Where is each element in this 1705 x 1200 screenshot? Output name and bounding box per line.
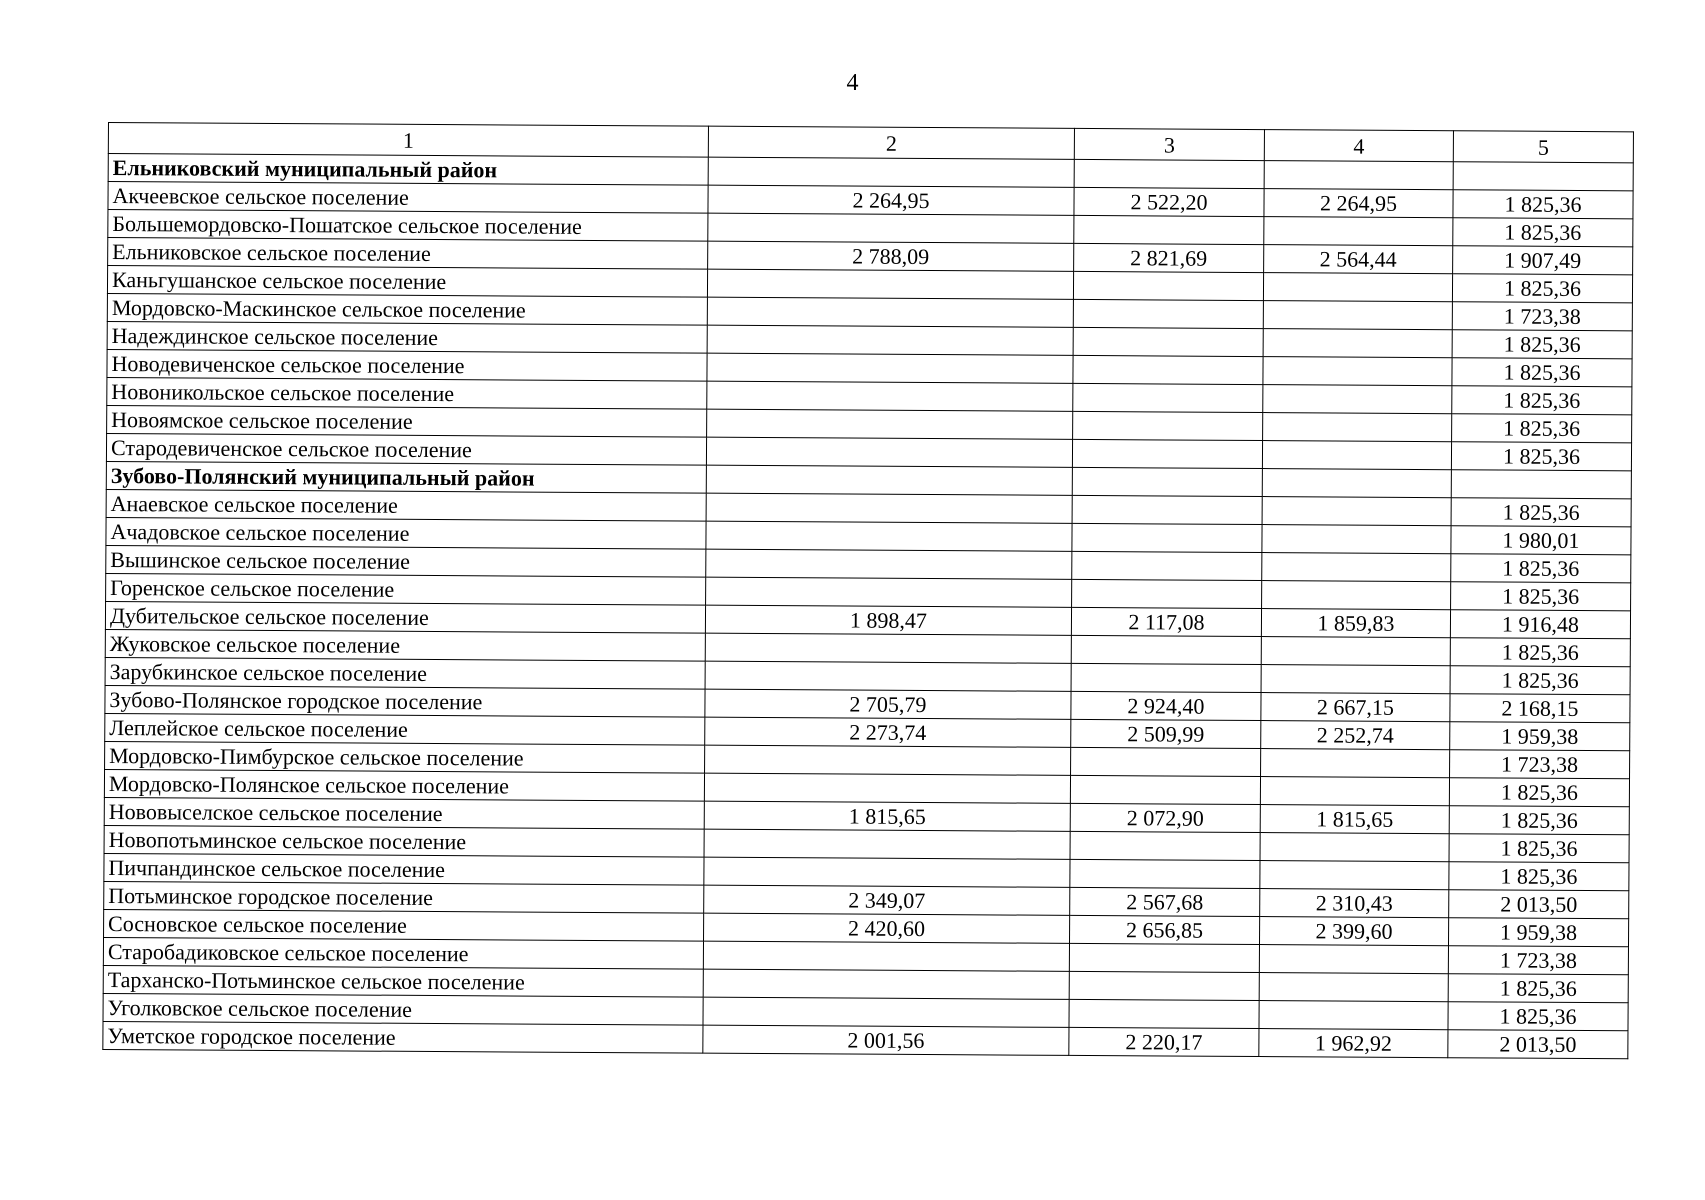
settlement-name-cell: Нововыселское сельское поселение xyxy=(104,797,704,829)
value-cell-c4: 2 564,44 xyxy=(1264,245,1453,274)
value-cell-c2 xyxy=(703,997,1069,1027)
value-cell-c4 xyxy=(1262,469,1451,498)
settlement-name-cell: Жуковское сельское поселение xyxy=(105,629,705,661)
settlement-name-cell: Мордовско-Маскинское сельское поселение xyxy=(107,293,707,325)
value-cell-c2 xyxy=(704,857,1070,887)
value-cell-c3 xyxy=(1071,635,1261,664)
value-cell-c3 xyxy=(1073,327,1263,356)
settlement-name-cell: Мордовско-Полянское сельское поселение xyxy=(104,769,704,801)
value-cell-c5: 1 825,36 xyxy=(1453,218,1633,247)
value-cell-c3 xyxy=(1070,775,1260,804)
value-cell-c2: 2 273,74 xyxy=(705,717,1071,747)
value-cell-c5: 1 825,36 xyxy=(1453,190,1633,219)
value-cell-c4 xyxy=(1259,1001,1448,1030)
value-cell-c3: 2 072,90 xyxy=(1070,803,1260,832)
value-cell-c4 xyxy=(1262,441,1451,470)
page-number: 4 xyxy=(846,70,859,96)
value-cell-c3 xyxy=(1072,467,1262,496)
settlement-name-cell: Тарханско-Потьминское сельское поселение xyxy=(103,965,703,997)
value-cell-c5: 1 825,36 xyxy=(1451,442,1631,471)
value-cell-c4 xyxy=(1261,665,1450,694)
value-cell-c3 xyxy=(1073,299,1263,328)
value-cell-c2 xyxy=(706,549,1072,579)
value-cell-c4: 2 399,60 xyxy=(1259,917,1448,946)
settlement-name-cell: Новоникольское сельское поселение xyxy=(107,377,707,409)
settlement-name-cell: Вышинское сельское поселение xyxy=(106,545,706,577)
settlement-name-cell: Ельниковский муниципальный район xyxy=(108,154,708,186)
value-cell-c5: 1 907,49 xyxy=(1453,246,1633,275)
settlement-name-cell: Горенское сельское поселение xyxy=(106,573,706,605)
value-cell-c2 xyxy=(707,353,1073,383)
value-cell-c5: 1 825,36 xyxy=(1452,274,1632,303)
value-cell-c2: 2 788,09 xyxy=(708,241,1074,271)
value-cell-c5: 1 825,36 xyxy=(1452,414,1632,443)
value-cell-c3 xyxy=(1074,159,1264,188)
value-cell-c2 xyxy=(708,213,1074,243)
value-cell-c3 xyxy=(1073,355,1263,384)
settlement-name-cell: Ачадовское сельское поселение xyxy=(106,517,706,549)
value-cell-c3: 2 567,68 xyxy=(1070,887,1260,916)
value-cell-c5: 1 959,38 xyxy=(1450,722,1630,751)
value-cell-c5: 1 825,36 xyxy=(1449,834,1629,863)
value-cell-c3 xyxy=(1069,943,1259,972)
value-cell-c4: 2 264,95 xyxy=(1264,189,1453,218)
value-cell-c5: 2 013,50 xyxy=(1448,1030,1628,1059)
settlement-name-cell: Сосновское сельское поселение xyxy=(104,909,704,941)
column-header: 4 xyxy=(1264,130,1453,162)
value-cell-c3 xyxy=(1072,495,1262,524)
value-cell-c5: 1 825,36 xyxy=(1450,638,1630,667)
value-cell-c2 xyxy=(704,773,1070,803)
settlement-name-cell: Пичпандинское сельское поселение xyxy=(104,853,704,885)
value-cell-c5: 1 825,36 xyxy=(1451,554,1631,583)
settlement-name-cell: Леплейское сельское поселение xyxy=(105,713,705,745)
value-cell-c3: 2 656,85 xyxy=(1070,915,1260,944)
settlement-name-cell: Каньгушанское сельское поселение xyxy=(107,266,707,298)
settlement-name-cell: Анаевское сельское поселение xyxy=(106,489,706,521)
value-cell-c4 xyxy=(1263,357,1452,386)
value-cell-c3 xyxy=(1069,971,1259,1000)
value-cell-c2 xyxy=(707,325,1073,355)
value-cell-c4 xyxy=(1263,301,1452,330)
settlement-name-cell: Новопотьминское сельское поселение xyxy=(104,825,704,857)
settlement-name-cell: Надеждинское сельское поселение xyxy=(107,321,707,353)
value-cell-c5 xyxy=(1451,470,1631,499)
value-cell-c2 xyxy=(706,493,1072,523)
value-cell-c2 xyxy=(707,409,1073,439)
column-header: 2 xyxy=(708,126,1074,159)
value-cell-c3 xyxy=(1072,551,1262,580)
value-cell-c5: 1 825,36 xyxy=(1450,666,1630,695)
table-body xyxy=(103,123,1634,1059)
value-cell-c5: 2 168,15 xyxy=(1450,694,1630,723)
value-cell-c2: 2 349,07 xyxy=(704,885,1070,915)
value-cell-c3: 2 522,20 xyxy=(1074,187,1264,216)
value-cell-c4: 2 310,43 xyxy=(1260,889,1449,918)
value-cell-c2 xyxy=(706,465,1072,495)
settlement-name-cell: Ельниковское сельское поселение xyxy=(108,238,708,270)
value-cell-c2 xyxy=(706,521,1072,551)
settlement-name-cell: Зубово-Полянское городское поселение xyxy=(105,685,705,717)
value-cell-c5: 1 825,36 xyxy=(1449,806,1629,835)
column-header: 3 xyxy=(1074,128,1264,160)
value-cell-c4 xyxy=(1259,973,1448,1002)
value-cell-c3 xyxy=(1072,579,1262,608)
value-cell-c4 xyxy=(1261,637,1450,666)
settlement-name-cell: Уметское городское поселение xyxy=(103,1021,703,1053)
value-cell-c4: 2 667,15 xyxy=(1261,693,1450,722)
value-cell-c2 xyxy=(706,437,1072,467)
settlement-name-cell: Старобадиковское сельское поселение xyxy=(103,937,703,969)
value-cell-c5: 1 825,36 xyxy=(1449,862,1629,891)
value-cell-c2 xyxy=(705,661,1071,691)
value-cell-c3 xyxy=(1074,215,1264,244)
value-cell-c4 xyxy=(1264,217,1453,246)
value-cell-c5: 1 916,48 xyxy=(1450,610,1630,639)
value-cell-c5: 1 825,36 xyxy=(1451,582,1631,611)
value-cell-c4 xyxy=(1260,777,1449,806)
value-cell-c5: 1 723,38 xyxy=(1452,302,1632,331)
settlement-name-cell: Стародевиченское сельское поселение xyxy=(106,433,706,465)
value-cell-c4 xyxy=(1263,413,1452,442)
value-cell-c3 xyxy=(1069,999,1259,1028)
value-cell-c4 xyxy=(1260,833,1449,862)
value-cell-c3: 2 117,08 xyxy=(1071,607,1261,636)
value-cell-c5: 1 959,38 xyxy=(1448,918,1628,947)
value-cell-c2: 1 898,47 xyxy=(705,605,1071,635)
value-cell-c2: 2 001,56 xyxy=(703,1025,1069,1055)
value-cell-c5: 1 825,36 xyxy=(1452,330,1632,359)
value-cell-c4: 2 252,74 xyxy=(1261,721,1450,750)
settlement-name-cell: Новодевиченское сельское поселение xyxy=(107,349,707,381)
value-cell-c5: 2 013,50 xyxy=(1449,890,1629,919)
settlement-name-cell: Мордовско-Пимбурское сельское поселение xyxy=(105,741,705,773)
value-cell-c4 xyxy=(1262,525,1451,554)
value-cell-c5: 1 723,38 xyxy=(1450,750,1630,779)
value-cell-c3 xyxy=(1073,383,1263,412)
value-cell-c2 xyxy=(707,381,1073,411)
value-cell-c4 xyxy=(1264,161,1453,190)
settlement-name-cell: Акчеевское сельское поселение xyxy=(108,182,708,214)
value-cell-c3 xyxy=(1071,747,1261,776)
value-cell-c3: 2 924,40 xyxy=(1071,691,1261,720)
value-cell-c2 xyxy=(706,577,1072,607)
value-cell-c5: 1 825,36 xyxy=(1452,386,1632,415)
value-cell-c2 xyxy=(705,745,1071,775)
value-cell-c2 xyxy=(703,969,1069,999)
value-cell-c4: 1 962,92 xyxy=(1259,1029,1448,1058)
value-cell-c4: 1 859,83 xyxy=(1261,609,1450,638)
column-header: 1 xyxy=(108,123,708,158)
value-cell-c3: 2 821,69 xyxy=(1074,243,1264,272)
value-cell-c2 xyxy=(707,297,1073,327)
value-cell-c2: 2 264,95 xyxy=(708,185,1074,215)
value-cell-c5: 1 723,38 xyxy=(1448,946,1628,975)
value-cell-c4 xyxy=(1263,385,1452,414)
value-cell-c5: 1 825,36 xyxy=(1451,498,1631,527)
value-cell-c3 xyxy=(1072,523,1262,552)
tariff-table xyxy=(102,122,1634,1059)
value-cell-c4 xyxy=(1263,273,1452,302)
value-cell-c4 xyxy=(1259,945,1448,974)
value-cell-c2 xyxy=(703,941,1069,971)
value-cell-c4 xyxy=(1261,749,1450,778)
value-cell-c4 xyxy=(1263,329,1452,358)
settlement-name-cell: Дубительское сельское поселение xyxy=(105,601,705,633)
value-cell-c4 xyxy=(1262,581,1451,610)
settlement-name-cell: Уголковское сельское поселение xyxy=(103,993,703,1025)
value-cell-c5: 1 980,01 xyxy=(1451,526,1631,555)
value-cell-c5: 1 825,36 xyxy=(1448,1002,1628,1031)
value-cell-c3: 2 220,17 xyxy=(1069,1027,1259,1056)
value-cell-c5: 1 825,36 xyxy=(1448,974,1628,1003)
value-cell-c2: 2 705,79 xyxy=(705,689,1071,719)
value-cell-c5: 1 825,36 xyxy=(1452,358,1632,387)
value-cell-c3 xyxy=(1070,831,1260,860)
value-cell-c2 xyxy=(707,269,1073,299)
settlement-name-cell: Потьминское городское поселение xyxy=(104,881,704,913)
value-cell-c4 xyxy=(1260,861,1449,890)
value-cell-c4 xyxy=(1262,553,1451,582)
value-cell-c2 xyxy=(708,157,1074,187)
value-cell-c2 xyxy=(704,829,1070,859)
value-cell-c3 xyxy=(1072,439,1262,468)
value-cell-c3: 2 509,99 xyxy=(1071,719,1261,748)
value-cell-c3 xyxy=(1071,663,1261,692)
settlement-name-cell: Зарубкинское сельское поселение xyxy=(105,657,705,689)
value-cell-c3 xyxy=(1070,859,1260,888)
value-cell-c2 xyxy=(705,633,1071,663)
value-cell-c4 xyxy=(1262,497,1451,526)
settlement-name-cell: Большемордовско-Пошатское сельское поселение xyxy=(108,210,708,242)
value-cell-c3 xyxy=(1073,411,1263,440)
column-header: 5 xyxy=(1453,131,1633,163)
value-cell-c5 xyxy=(1453,162,1633,191)
value-cell-c3 xyxy=(1073,271,1263,300)
settlement-name-cell: Зубово-Полянский муниципальный район xyxy=(106,461,706,493)
value-cell-c5: 1 825,36 xyxy=(1449,778,1629,807)
settlement-name-cell: Новоямское сельское поселение xyxy=(107,405,707,437)
value-cell-c4: 1 815,65 xyxy=(1260,805,1449,834)
value-cell-c2: 2 420,60 xyxy=(704,913,1070,943)
value-cell-c2: 1 815,65 xyxy=(704,801,1070,831)
